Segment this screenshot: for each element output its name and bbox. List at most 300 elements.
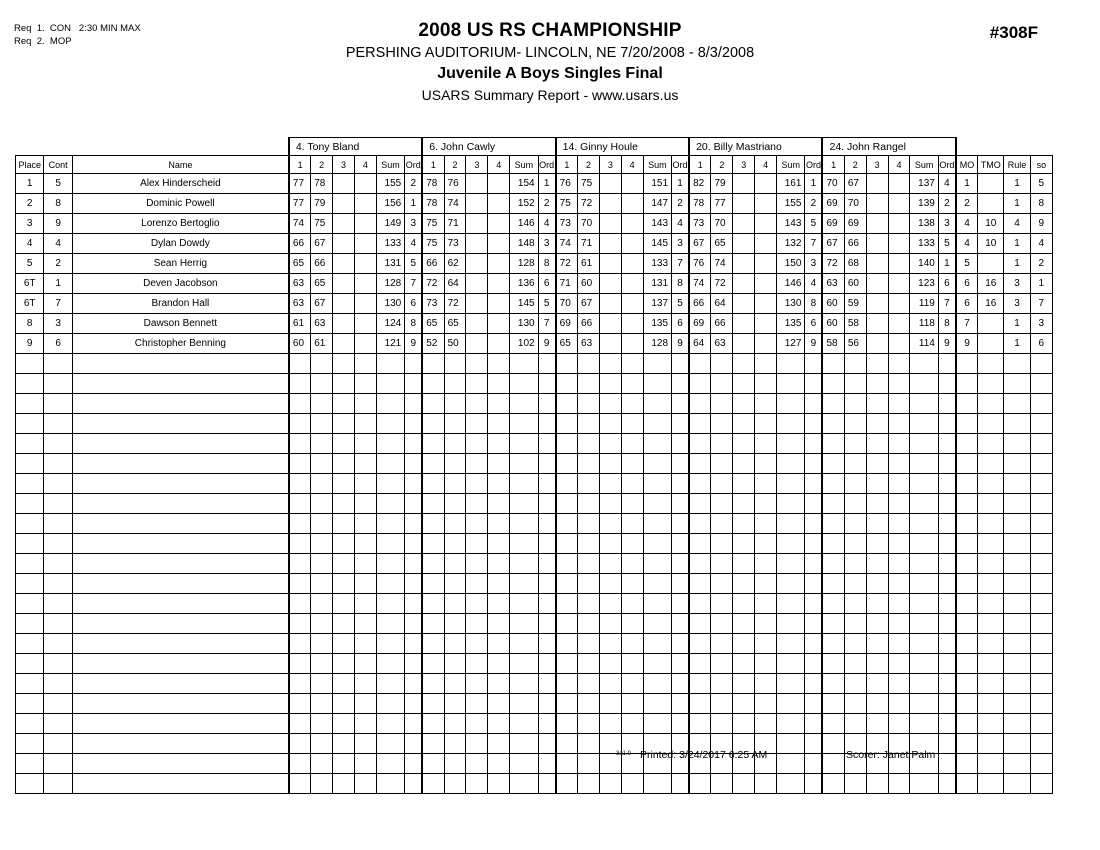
cell-j5-sum: 119 [910, 294, 938, 314]
cell-j2-score-4 [488, 334, 510, 354]
cell-empty [289, 454, 311, 474]
cell-empty [672, 354, 690, 374]
cell-so: 4 [1030, 234, 1052, 254]
cell-rule: 1 [1004, 314, 1030, 334]
cell-empty [621, 694, 643, 714]
cell-empty [72, 474, 289, 494]
cell-empty [777, 774, 805, 794]
cell-empty [978, 734, 1004, 754]
cell-empty [354, 714, 376, 734]
cell-empty [16, 474, 44, 494]
cell-j5-ordinal: 4 [938, 174, 956, 194]
cell-j1-score-2: 65 [311, 274, 333, 294]
cell-j3-score-4 [621, 214, 643, 234]
cell-empty [599, 694, 621, 714]
cell-j3-sum: 147 [643, 194, 671, 214]
cell-j5-ordinal: 8 [938, 314, 956, 334]
cell-empty [311, 434, 333, 454]
cell-j2-score-3 [466, 174, 488, 194]
cell-empty [822, 694, 844, 714]
cell-empty [466, 714, 488, 734]
table-row-empty [16, 354, 1053, 374]
cell-empty [777, 574, 805, 594]
cell-empty [44, 714, 72, 734]
cell-j5-score-2: 58 [844, 314, 866, 334]
cell-empty [556, 514, 578, 534]
cell-empty [538, 514, 556, 534]
cell-empty [556, 614, 578, 634]
cell-empty [1004, 554, 1030, 574]
cell-empty [910, 634, 938, 654]
cell-empty [777, 414, 805, 434]
cell-empty [289, 354, 311, 374]
cell-empty [72, 574, 289, 594]
cell-empty [910, 394, 938, 414]
cell-empty [376, 594, 404, 614]
cell-empty [1030, 754, 1052, 774]
cell-empty [822, 414, 844, 434]
cell-empty [822, 754, 844, 774]
cell-j3-sum: 128 [643, 334, 671, 354]
cell-empty [405, 454, 422, 474]
cell-j2-score-1: 73 [422, 294, 444, 314]
cell-empty [755, 494, 777, 514]
col-header-j4-4: 4 [755, 156, 777, 174]
cell-j4-sum: 150 [777, 254, 805, 274]
cell-j3-ordinal: 2 [672, 194, 690, 214]
cell-j1-ordinal: 4 [405, 234, 422, 254]
cell-empty [844, 554, 866, 574]
cell-empty [956, 514, 978, 534]
cell-j4-ordinal: 9 [805, 334, 823, 354]
cell-empty [733, 354, 755, 374]
cell-empty [556, 694, 578, 714]
cell-empty [711, 574, 733, 594]
cell-empty [376, 474, 404, 494]
cell-empty [938, 454, 956, 474]
cell-empty [354, 634, 376, 654]
cell-empty [672, 434, 690, 454]
cell-empty [556, 734, 578, 754]
cell-place: 4 [16, 234, 44, 254]
cell-empty [44, 354, 72, 374]
cell-j3-score-2: 67 [578, 294, 600, 314]
cell-empty [405, 394, 422, 414]
cell-empty [311, 534, 333, 554]
cell-j4-score-4 [755, 214, 777, 234]
col-header-cont: Cont [44, 156, 72, 174]
cell-empty [910, 694, 938, 714]
cell-empty [621, 354, 643, 374]
cell-empty [777, 754, 805, 774]
cell-empty [621, 574, 643, 594]
cell-empty [755, 414, 777, 434]
cell-empty [16, 574, 44, 594]
cell-j4-score-2: 72 [711, 274, 733, 294]
cell-j1-score-3 [333, 334, 355, 354]
cell-empty [978, 634, 1004, 654]
col-header-rule: Rule [1004, 156, 1030, 174]
cell-empty [956, 594, 978, 614]
cell-j2-score-1: 75 [422, 234, 444, 254]
cell-j5-score-3 [866, 254, 888, 274]
cell-empty [755, 714, 777, 734]
cell-empty [333, 594, 355, 614]
cell-empty [599, 774, 621, 794]
cell-empty [910, 714, 938, 734]
cell-empty [311, 654, 333, 674]
cell-empty [689, 674, 711, 694]
cell-empty [1030, 734, 1052, 754]
requirement-1: Req 1. CON 2:30 MIN MAX [14, 23, 141, 34]
cell-empty [538, 674, 556, 694]
cell-empty [643, 494, 671, 514]
cell-empty [488, 614, 510, 634]
cell-j2-sum: 148 [510, 234, 538, 254]
cell-j1-score-1: 63 [289, 294, 311, 314]
cell-empty [621, 474, 643, 494]
cell-empty [822, 774, 844, 794]
cell-j2-score-2: 50 [444, 334, 466, 354]
cell-j5-score-1: 58 [822, 334, 844, 354]
cell-empty [578, 734, 600, 754]
cell-j3-ordinal: 8 [672, 274, 690, 294]
cell-j5-score-2: 60 [844, 274, 866, 294]
cell-empty [578, 494, 600, 514]
cell-empty [333, 454, 355, 474]
cell-j5-ordinal: 5 [938, 234, 956, 254]
cell-empty [333, 714, 355, 734]
cell-empty [289, 434, 311, 454]
cell-empty [777, 674, 805, 694]
cell-empty [956, 674, 978, 694]
cell-j1-ordinal: 6 [405, 294, 422, 314]
cell-empty [578, 634, 600, 654]
cell-j2-ordinal: 9 [538, 334, 556, 354]
cell-empty [578, 654, 600, 674]
cell-j5-ordinal: 2 [938, 194, 956, 214]
cell-empty [1004, 374, 1030, 394]
cell-empty [16, 354, 44, 374]
cell-empty [354, 534, 376, 554]
cell-contestant-number: 6 [44, 334, 72, 354]
cell-empty [711, 394, 733, 414]
cell-empty [376, 394, 404, 414]
cell-j2-score-2: 72 [444, 294, 466, 314]
cell-j3-score-3 [599, 274, 621, 294]
cell-empty [510, 714, 538, 734]
cell-empty [538, 574, 556, 594]
cell-j5-score-3 [866, 274, 888, 294]
cell-j1-score-1: 66 [289, 234, 311, 254]
cell-empty [466, 554, 488, 574]
cell-empty [711, 354, 733, 374]
judge-label-4: 20. Billy Mastriano [689, 138, 822, 156]
cell-empty [488, 534, 510, 554]
cell-empty [422, 634, 444, 654]
cell-empty [376, 634, 404, 654]
cell-empty [643, 674, 671, 694]
cell-empty [488, 574, 510, 594]
cell-empty [866, 714, 888, 734]
cell-j1-score-1: 63 [289, 274, 311, 294]
cell-empty [44, 474, 72, 494]
cell-empty [672, 534, 690, 554]
cell-empty [44, 574, 72, 594]
cell-empty [938, 674, 956, 694]
cell-empty [1030, 654, 1052, 674]
cell-empty [510, 554, 538, 574]
cell-empty [422, 554, 444, 574]
cell-j1-score-2: 78 [311, 174, 333, 194]
cell-empty [711, 514, 733, 534]
cell-empty [689, 374, 711, 394]
cell-empty [844, 414, 866, 434]
cell-empty [578, 614, 600, 634]
cell-empty [466, 774, 488, 794]
cell-empty [643, 394, 671, 414]
col-header-mo: MO [956, 156, 978, 174]
cell-empty [538, 754, 556, 774]
cell-empty [888, 694, 910, 714]
cell-empty [510, 694, 538, 714]
cell-empty [422, 454, 444, 474]
cell-empty [844, 474, 866, 494]
cell-j3-ordinal: 9 [672, 334, 690, 354]
cell-empty [466, 534, 488, 554]
cell-mo: 7 [956, 314, 978, 334]
cell-j1-ordinal: 9 [405, 334, 422, 354]
cell-j2-score-4 [488, 294, 510, 314]
cell-empty [556, 554, 578, 574]
requirement-2: Req 2. MOP [14, 36, 72, 47]
cell-empty [938, 714, 956, 734]
cell-j1-score-2: 61 [311, 334, 333, 354]
cell-empty [643, 474, 671, 494]
cell-j1-sum: 149 [376, 214, 404, 234]
cell-j3-score-2: 71 [578, 234, 600, 254]
cell-j4-score-3 [733, 174, 755, 194]
cell-empty [910, 674, 938, 694]
cell-empty [354, 354, 376, 374]
cell-empty [711, 454, 733, 474]
cell-empty [466, 474, 488, 494]
cell-j4-score-2: 63 [711, 334, 733, 354]
cell-empty [938, 754, 956, 774]
cell-so: 7 [1030, 294, 1052, 314]
cell-j4-sum: 146 [777, 274, 805, 294]
cell-empty [333, 654, 355, 674]
cell-empty [978, 394, 1004, 414]
cell-empty [888, 774, 910, 794]
cell-empty [599, 414, 621, 434]
cell-so: 3 [1030, 314, 1052, 334]
cell-empty [599, 554, 621, 574]
cell-empty [311, 674, 333, 694]
col-header-j2-2: 2 [444, 156, 466, 174]
cell-j1-sum: 128 [376, 274, 404, 294]
cell-empty [405, 374, 422, 394]
cell-empty [711, 554, 733, 574]
cell-j4-score-2: 66 [711, 314, 733, 334]
cell-empty [354, 434, 376, 454]
cell-skater-name: Brandon Hall [72, 294, 289, 314]
col-header-place: Place [16, 156, 44, 174]
cell-empty [578, 354, 600, 374]
cell-empty [599, 394, 621, 414]
cell-j1-score-4 [354, 174, 376, 194]
cell-empty [16, 534, 44, 554]
cell-empty [599, 574, 621, 594]
cell-j4-sum: 143 [777, 214, 805, 234]
cell-empty [599, 494, 621, 514]
cell-empty [866, 474, 888, 494]
cell-j3-score-2: 75 [578, 174, 600, 194]
cell-empty [956, 714, 978, 734]
cell-empty [289, 514, 311, 534]
cell-empty [44, 594, 72, 614]
cell-j3-score-4 [621, 274, 643, 294]
cell-j2-ordinal: 5 [538, 294, 556, 314]
cell-j4-score-2: 65 [711, 234, 733, 254]
cell-empty [556, 714, 578, 734]
cell-j2-ordinal: 2 [538, 194, 556, 214]
cell-empty [488, 554, 510, 574]
table-row [16, 174, 1053, 194]
cell-j3-score-4 [621, 314, 643, 334]
cell-j4-score-1: 78 [689, 194, 711, 214]
cell-empty [510, 394, 538, 414]
cell-empty [538, 654, 556, 674]
cell-empty [510, 614, 538, 634]
cell-empty [1030, 714, 1052, 734]
table-row-empty [16, 694, 1053, 714]
cell-tmo [978, 314, 1004, 334]
cell-empty [689, 474, 711, 494]
cell-empty [333, 354, 355, 374]
cell-empty [866, 774, 888, 794]
cell-empty [978, 354, 1004, 374]
cell-empty [354, 774, 376, 794]
cell-j2-ordinal: 8 [538, 254, 556, 274]
judge-label-2: 6. John Cawly [422, 138, 555, 156]
cell-empty [510, 414, 538, 434]
cell-empty [289, 694, 311, 714]
col-header-j5-sum: Sum [910, 156, 938, 174]
cell-rule: 3 [1004, 294, 1030, 314]
cell-j4-score-4 [755, 314, 777, 334]
cell-empty [938, 554, 956, 574]
cell-empty [621, 434, 643, 454]
cell-empty [1004, 734, 1030, 754]
cell-empty [1030, 534, 1052, 554]
col-header-j3-2: 2 [578, 156, 600, 174]
cell-empty [311, 514, 333, 534]
cell-empty [354, 374, 376, 394]
cell-contestant-number: 3 [44, 314, 72, 334]
cell-empty [488, 434, 510, 454]
cell-j4-sum: 132 [777, 234, 805, 254]
cell-j3-score-4 [621, 254, 643, 274]
cell-empty [488, 774, 510, 794]
cell-tmo [978, 174, 1004, 194]
col-header-j3-1: 1 [556, 156, 578, 174]
cell-empty [844, 674, 866, 694]
cell-skater-name: Christopher Benning [72, 334, 289, 354]
cell-empty [444, 674, 466, 694]
cell-empty [16, 454, 44, 474]
cell-empty [510, 594, 538, 614]
cell-empty [16, 694, 44, 714]
cell-empty [938, 594, 956, 614]
cell-mo: 1 [956, 174, 978, 194]
cell-empty [444, 594, 466, 614]
cell-empty [510, 494, 538, 514]
cell-tmo: 16 [978, 274, 1004, 294]
cell-empty [538, 734, 556, 754]
cell-empty [956, 414, 978, 434]
cell-empty [822, 454, 844, 474]
cell-empty [510, 654, 538, 674]
cell-empty [938, 414, 956, 434]
cell-j5-sum: 133 [910, 234, 938, 254]
cell-empty [1004, 394, 1030, 414]
cell-empty [1030, 634, 1052, 654]
cell-empty [488, 634, 510, 654]
cell-j3-score-1: 72 [556, 254, 578, 274]
cell-j5-score-2: 68 [844, 254, 866, 274]
cell-empty [755, 354, 777, 374]
cell-empty [354, 474, 376, 494]
cell-j2-score-2: 65 [444, 314, 466, 334]
cell-j5-score-1: 63 [822, 274, 844, 294]
table-row [16, 214, 1053, 234]
cell-empty [422, 494, 444, 514]
cell-empty [466, 574, 488, 594]
col-header-j4-sum: Sum [777, 156, 805, 174]
cell-empty [354, 574, 376, 594]
cell-j5-ordinal: 3 [938, 214, 956, 234]
cell-j4-score-1: 69 [689, 314, 711, 334]
cell-empty [733, 414, 755, 434]
cell-j1-score-2: 67 [311, 294, 333, 314]
cell-j4-score-3 [733, 254, 755, 274]
cell-empty [866, 674, 888, 694]
cell-rule: 3 [1004, 274, 1030, 294]
cell-empty [910, 554, 938, 574]
cell-empty [376, 374, 404, 394]
cell-j5-score-3 [866, 294, 888, 314]
cell-empty [888, 574, 910, 594]
cell-empty [888, 374, 910, 394]
cell-empty [805, 594, 823, 614]
cell-empty [289, 594, 311, 614]
cell-j5-ordinal: 7 [938, 294, 956, 314]
cell-empty [333, 374, 355, 394]
cell-j1-score-1: 60 [289, 334, 311, 354]
cell-empty [910, 614, 938, 634]
cell-j3-score-3 [599, 174, 621, 194]
cell-empty [978, 594, 1004, 614]
table-row [16, 294, 1053, 314]
cell-empty [466, 694, 488, 714]
cell-empty [44, 514, 72, 534]
cell-empty [822, 534, 844, 554]
cell-empty [805, 754, 823, 774]
cell-empty [910, 454, 938, 474]
cell-empty [16, 514, 44, 534]
cell-j3-score-4 [621, 234, 643, 254]
